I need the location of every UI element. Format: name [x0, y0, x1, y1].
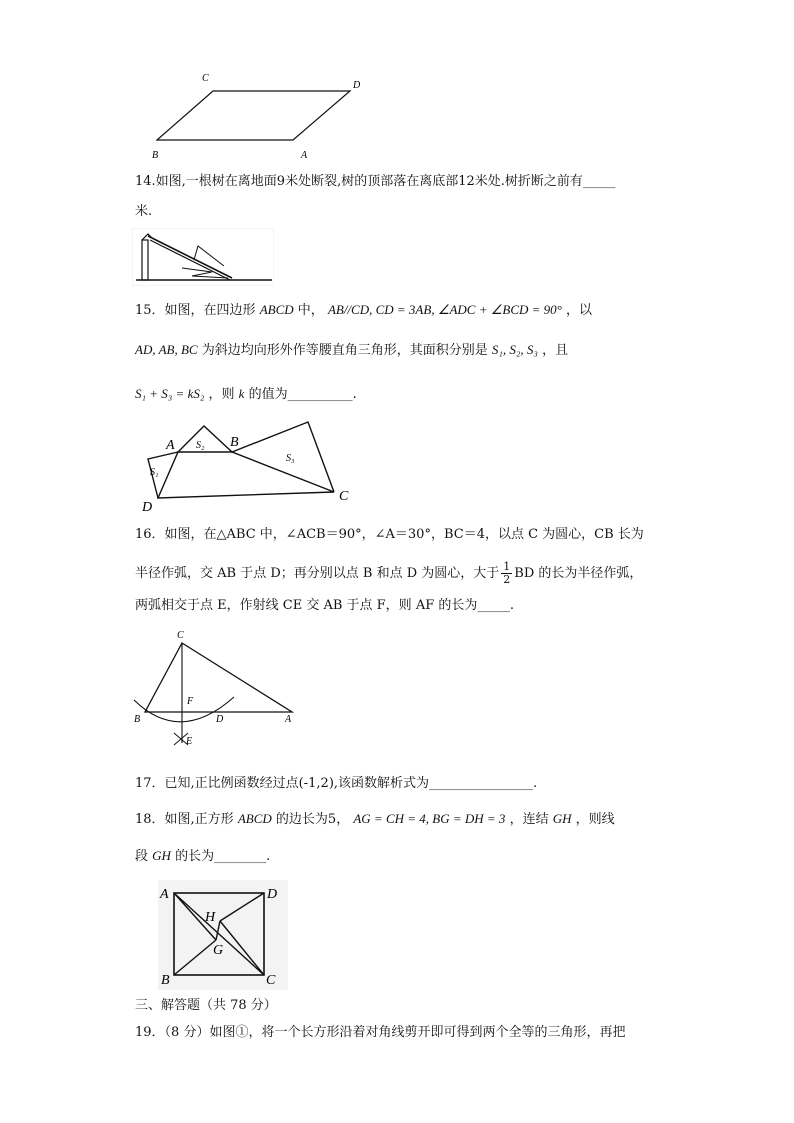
parallelogram-figure — [145, 68, 375, 168]
triangle-arc-figure — [130, 625, 305, 750]
section-title: 三、解答题（共 78 分） — [135, 998, 277, 1013]
q15-l3-a: S₁ + S₃ = kS₂ — [135, 386, 205, 401]
label-h: H — [205, 910, 216, 925]
q15-l2-c: S₁, S₂, S₃ — [491, 342, 538, 357]
fraction-one-half — [501, 561, 512, 586]
q18-l1-e: ，连结 — [509, 812, 549, 827]
q15-l2-d: ，且 — [542, 343, 569, 358]
quadrilateral-figure — [140, 415, 360, 515]
q14-line2: 米. — [135, 204, 153, 219]
triangle-abc — [145, 643, 292, 712]
label-c: C — [177, 630, 184, 641]
q15-l2-b: 为斜边均向形外作等腰直角三角形，其面积分别是 — [201, 343, 488, 358]
quadrilateral-abcd — [158, 452, 334, 498]
label-a: A — [285, 714, 292, 725]
triangle-s3 — [232, 422, 334, 492]
q18-l2-c: 的长为________. — [175, 849, 271, 864]
square-figure — [158, 880, 288, 990]
q15-line1 — [135, 302, 592, 319]
parallelogram-shape — [157, 91, 350, 140]
label-b: B — [230, 435, 239, 450]
label-c: C — [266, 973, 276, 988]
q18-l1-c: 的边长为5， — [275, 812, 350, 827]
q18-l1-a: 18．如图,正方形 — [135, 812, 234, 827]
fraction-numerator: 1 — [503, 560, 511, 573]
q17-line1: 17．已知,正比例函数经过点(-1,2),该函数解析式为________________. — [135, 776, 538, 791]
q15-l3-b: ，则 — [208, 387, 235, 402]
label-c: C — [202, 73, 209, 84]
q15-l1-b: ABCD — [259, 302, 294, 317]
label-s2: S₂ — [196, 440, 205, 451]
label-d: D — [216, 714, 224, 725]
fraction-denominator: 2 — [503, 573, 511, 586]
q18-l2-a: 段 — [135, 849, 149, 864]
q16-line1: 16．如图，在△ABC 中，∠ACB＝90°，∠A＝30°，BC＝4，以点 C 为圆心，CB 长为 — [135, 527, 644, 542]
q15-line3 — [135, 386, 357, 403]
q16-line2 — [135, 561, 642, 586]
q19-line1: 19．（8 分）如图①，将一个长方形沿着对角线剪开即可得到两个全等的三角形，再把 — [135, 1025, 626, 1040]
q18-line1 — [135, 811, 615, 828]
label-b: B — [161, 973, 170, 988]
q16-l2-b: BD 的长为半径作弧， — [514, 566, 643, 581]
label-a: A — [166, 438, 175, 453]
q15-l1-d: AB//CD, CD = 3AB, ∠ADC + ∠BCD = 90° — [327, 302, 562, 317]
q15-line2 — [135, 342, 568, 359]
label-f: F — [187, 696, 194, 707]
q18-l1-d: AG = CH = 4, BG = DH = 3 — [353, 811, 506, 826]
q18-line2 — [135, 848, 270, 865]
q14-line1: 14.如图,一根树在离地面9米处断裂,树的顶部落在离底部12米处.树折断之前有_____ — [135, 174, 616, 189]
label-d: D — [353, 80, 361, 91]
label-d: D — [142, 500, 153, 515]
q15-l2-a: AD, AB, BC — [135, 342, 198, 357]
q18-l1-f: GH — [552, 811, 572, 826]
label-s1: S₁ — [150, 467, 159, 478]
q15-l1-c: 中， — [297, 303, 324, 318]
triangle-s2 — [178, 426, 232, 452]
label-e: E — [186, 736, 193, 747]
label-d: D — [267, 887, 278, 902]
q15-l3-d: 的值为__________. — [248, 387, 357, 402]
q16-l2-a: 半径作弧，交 AB 于点 D；再分别以点 B 和点 D 为圆心，大于 — [135, 566, 500, 581]
label-b: B — [152, 150, 159, 161]
q18-l2-b: GH — [152, 848, 171, 863]
label-c: C — [339, 489, 349, 504]
label-a: A — [301, 150, 308, 161]
q18-l1-b: ABCD — [237, 811, 272, 826]
label-a: A — [160, 887, 169, 902]
q15-l1-a: 15．如图，在四边形 — [135, 303, 256, 318]
q16-line3: 两弧相交于点 E，作射线 CE 交 AB 于点 F，则 AF 的长为_____. — [135, 598, 514, 613]
q15-l1-e: ，以 — [566, 303, 593, 318]
label-g: G — [213, 943, 224, 958]
q15-l3-c: k — [238, 386, 245, 401]
q18-l1-g: ，则线 — [575, 812, 615, 827]
label-s3: S₃ — [286, 453, 295, 464]
label-b: B — [134, 714, 141, 725]
broken-tree-figure — [132, 228, 274, 286]
